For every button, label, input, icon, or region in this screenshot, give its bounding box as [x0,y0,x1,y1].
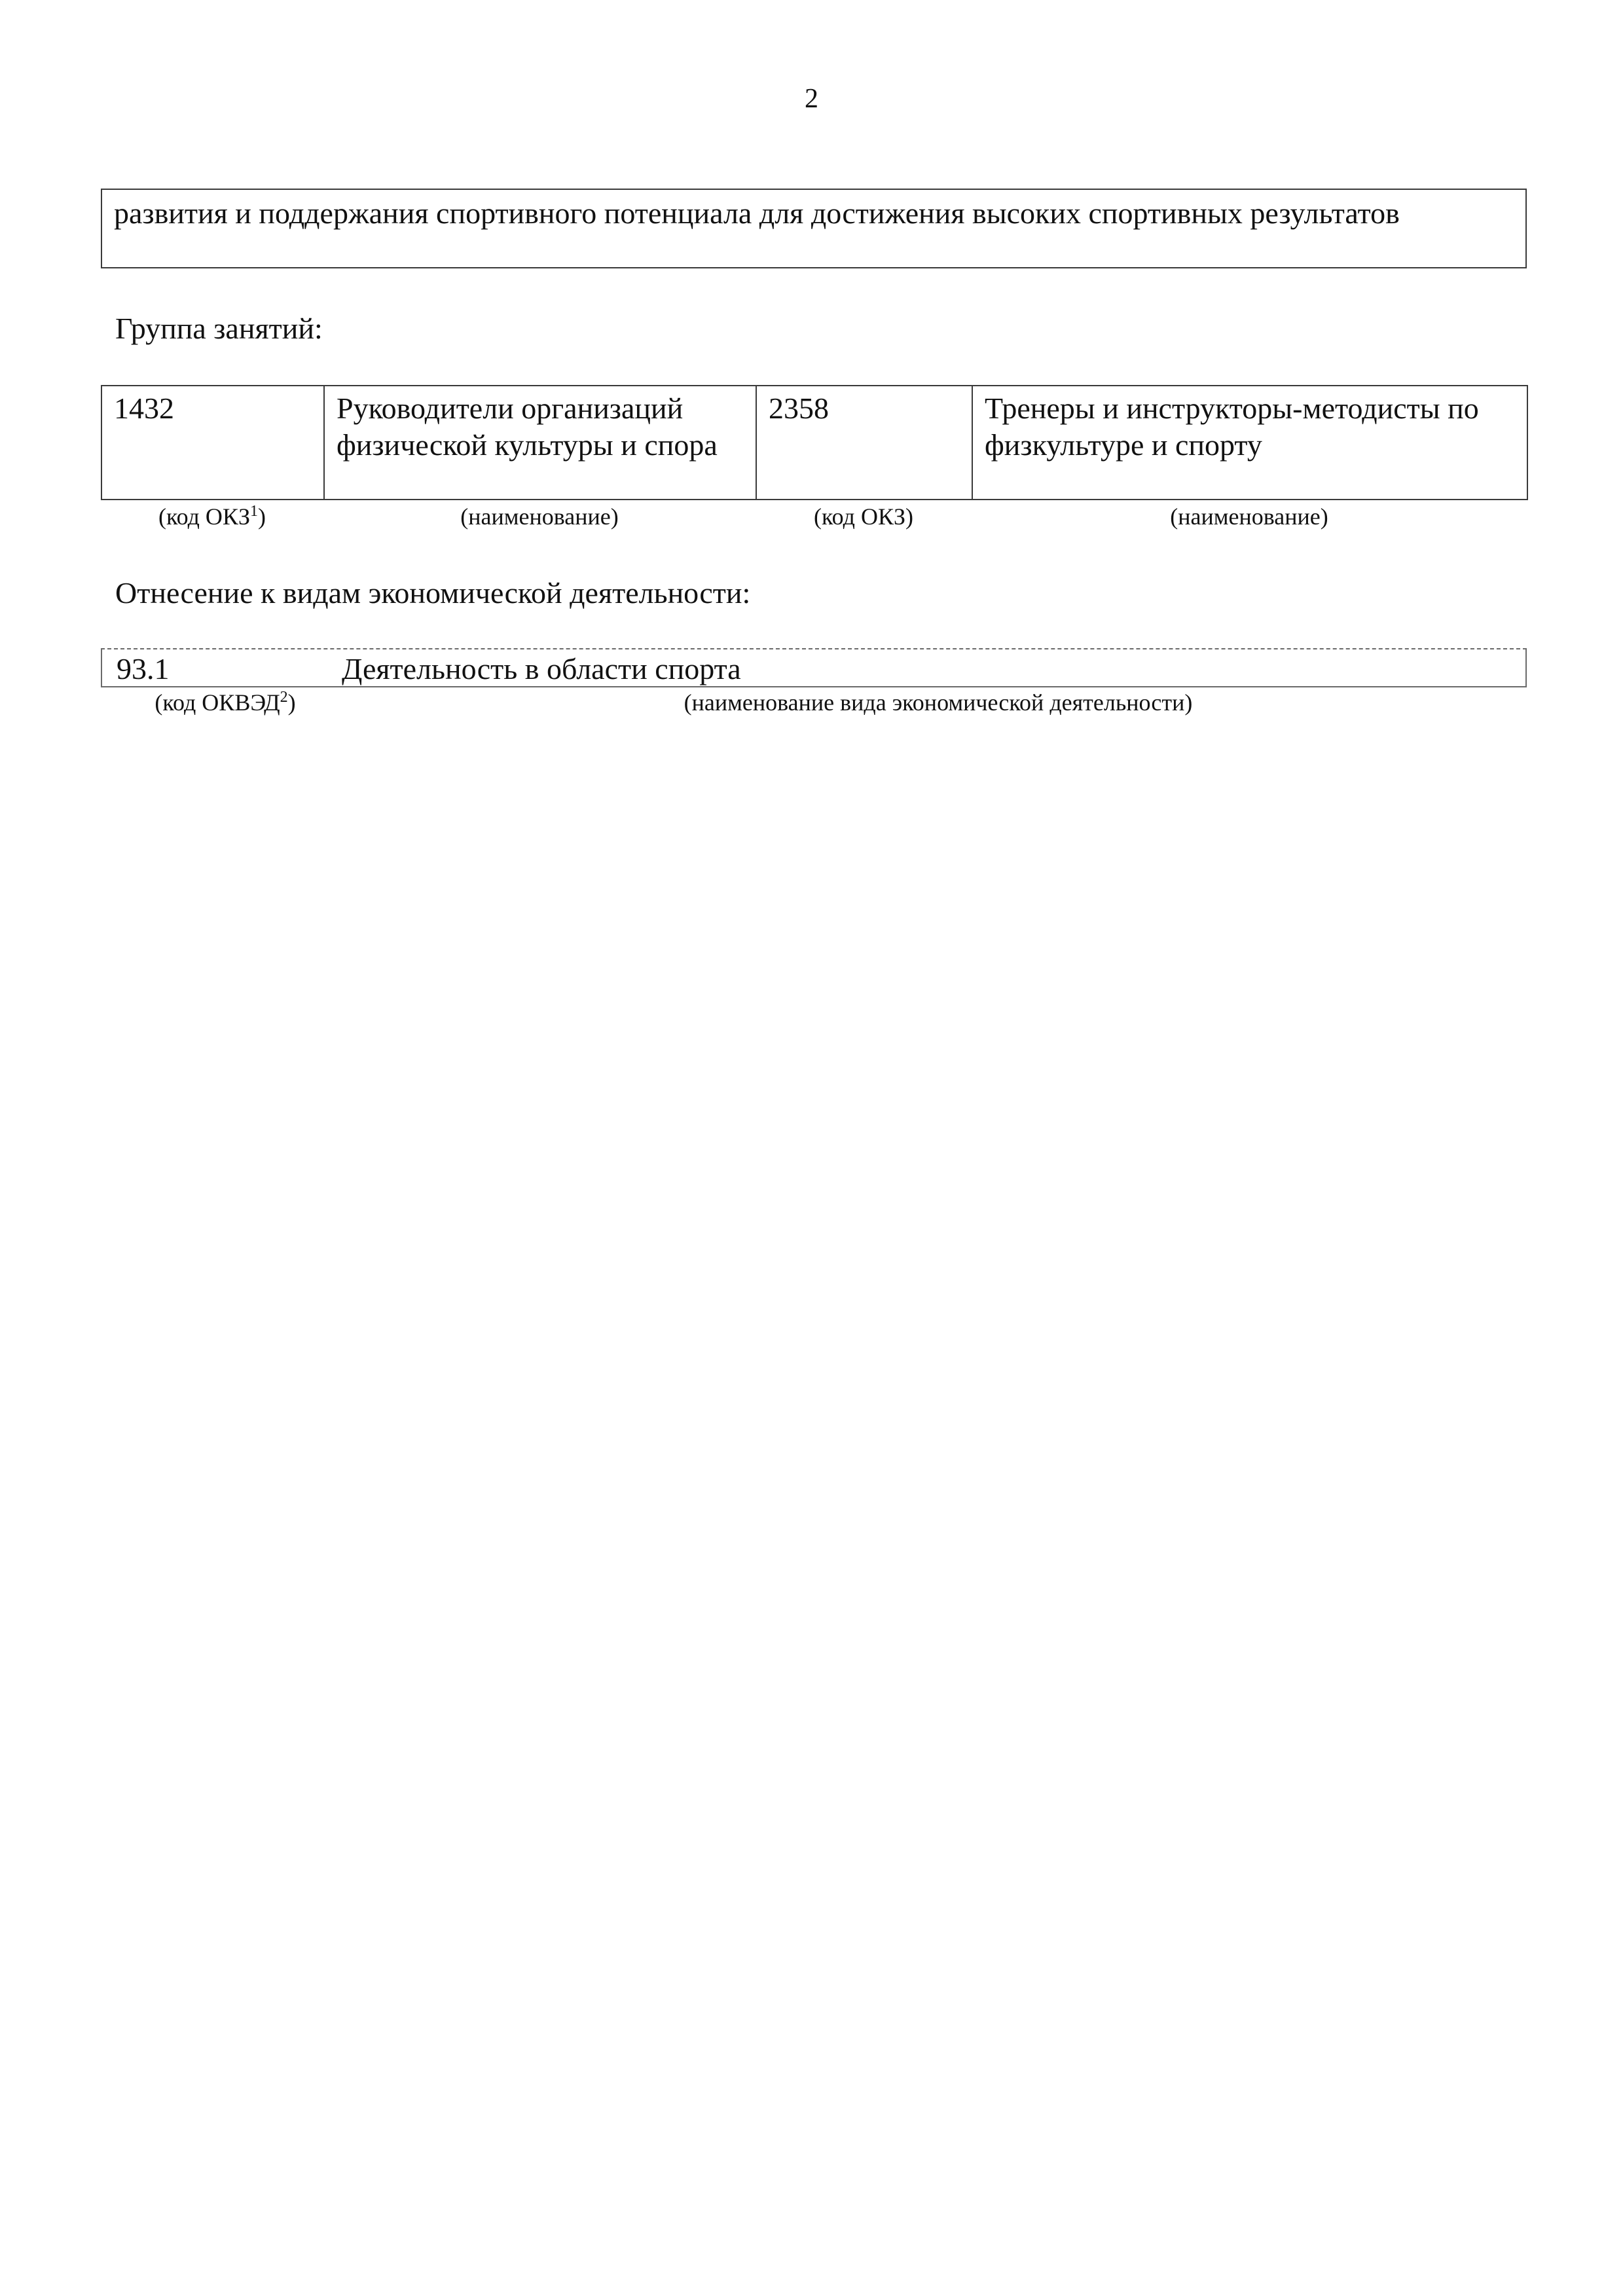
okved-name: Деятельность в области спорта [342,652,741,685]
okz-code-caption: (код ОКЗ) [814,503,913,530]
okved-code-caption [101,689,350,716]
economic-activity-heading: Отнесение к видам экономической деятельности: [115,576,751,610]
okz-code-cell: 1432 [101,386,324,500]
footnote-marker: 2 [280,689,288,706]
okz-code-cell: 2358 [756,386,972,500]
footnote-marker: 1 [249,503,258,520]
occupation-group-heading: Группа занятий: [115,312,323,345]
okz-code-caption [101,503,323,530]
table-row [101,386,1527,500]
okz-name-cell: Руководители организаций физической культуры и спора [324,386,756,500]
occupation-group-table [101,385,1528,500]
okved-caption-text: (код ОКВЭД [155,689,280,716]
caption-close: ) [287,689,296,716]
okved-row [101,648,1527,687]
purpose-text: развития и поддержания спортивного потенциала для достижения высоких спортивных результатов [114,196,1400,230]
okz-name-cell: Тренеры и инструкторы-методисты по физкультуре и спорту [972,386,1527,500]
okved-code: 93.1 [117,652,170,685]
okz-name-caption: (наименование) [460,503,619,530]
okz-caption-text: (код ОКЗ [158,503,250,530]
page-number: 2 [805,84,818,114]
purpose-text-box [101,189,1527,268]
okz-name-caption: (наименование) [1170,503,1328,530]
caption-close: ) [257,503,266,530]
okved-name-caption: (наименование вида экономической деятельности) [684,689,1193,716]
